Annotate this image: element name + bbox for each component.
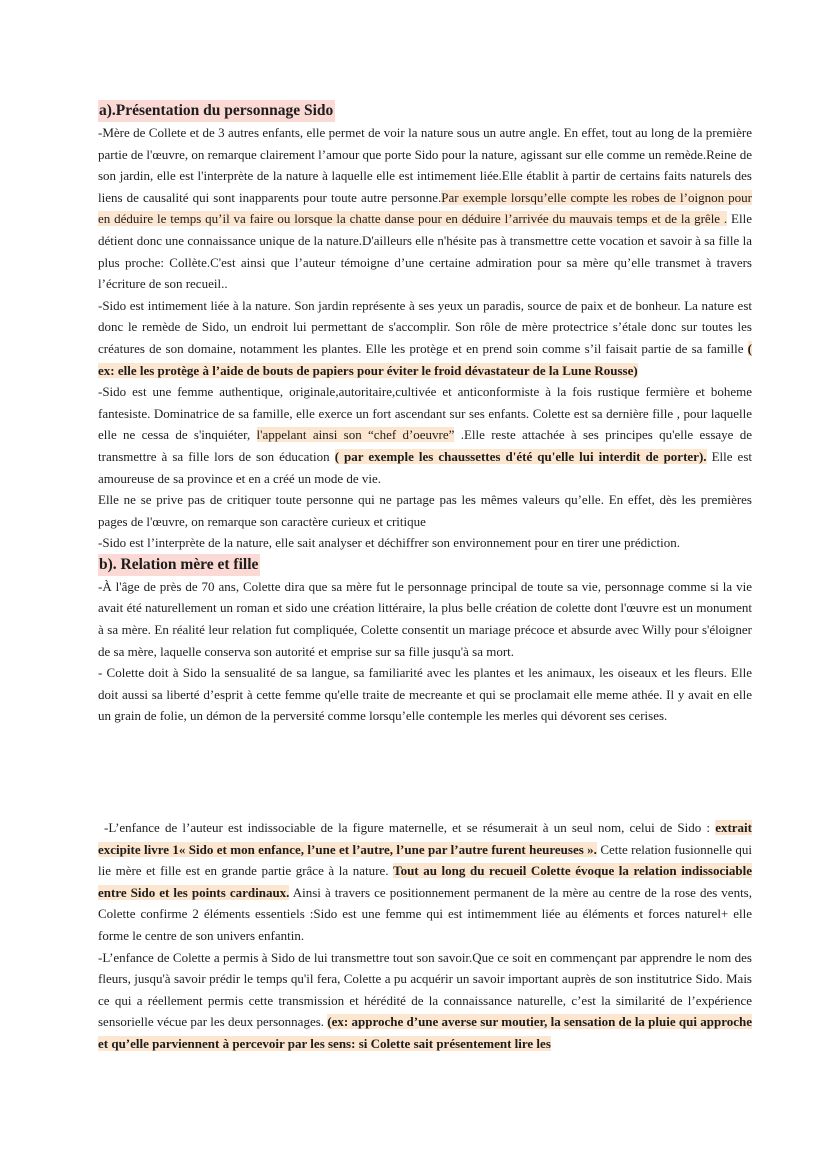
highlight-quote: l'appelant ainsi son “chef d’oeuvre” — [256, 427, 455, 443]
paragraph — [98, 122, 752, 295]
text-run: -Mère de Collete et de 3 autres enfants, elle permet de voir la nature sous un autre angle. En effet, tout au long de la première partie de l'œuvre, on remarque clairement l’amour que porte Sido pour la nature, agissant sur elle comme un remède.Reine de son jardin, elle est l'interprète de la nature à laquelle elle est intimement liée.Elle établit à partir de certains faits naturels des liens de causalité qui sont inapparents pour toute autre personne. — [98, 125, 752, 205]
text-run: Ainsi à travers ce positionnement permanent de la mère au centre de la rose des vents, Colette confirme 2 éléments essentiels :Sido est une femme qui est intimemment liée au éléments et forces naturel+ elle forme le centre de son univers enfantin. — [98, 884, 752, 943]
paragraph — [98, 381, 752, 489]
highlight-example: (ex: approche d’une averse sur moutier, la sensation de la pluie qui approche et qu’elle parviennent à percevoir par les sens: si Colette sait présentement lire les — [98, 1014, 752, 1051]
highlight-example: Tout au long du recueil Colette évoque la relation indissociable entre Sido et les points cardinaux. — [98, 863, 752, 900]
highlight-example: Par exemple lorsqu’elle compte les robes de l’oignon pour en déduire le temps qu’il va faire ou lorsque la chatte danse pour en déduire l’arrivée du mauvais temps et de la grêle . — [98, 189, 752, 227]
section-a-heading: a).Présentation du personnage Sido — [98, 100, 335, 122]
text-run: -L’enfance de l’auteur est indissociable de la figure maternelle, et se résumerait à un seul nom, celui de Sido : — [104, 820, 716, 836]
paragraph — [98, 817, 752, 947]
section-b-heading: b). Relation mère et fille — [98, 554, 260, 576]
text-run: Cette relation fusionnelle qui lie mère et fille est en grande partie grâce à la nature. — [98, 841, 753, 879]
paragraph: -À l'âge de près de 70 ans, Colette dira que sa mère fut le personnage principal de toute sa vie, personnage comme si la vie avait été naturellement un roman et sido une création littéraire, la plus belle création de colette dont l'œuvre est un monument à sa mère. En réalité leur relation fut compliquée, Colette consentit un mariage précoce et absurde avec Willy pour s'éloigner de sa mère, laquelle conserva son autorité et emprise sur sa fille jusqu'à sa mort. — [98, 578, 752, 659]
highlight-example: ( ex: elle les protège à l’aide de bouts de papiers pour éviter le froid dévastateur de la Lune Rousse) — [98, 340, 752, 378]
highlight-quote: extrait excipite livre 1« Sido et mon enfance, l’une et l’autre, l’une par l’autre furent heureuses ». — [98, 820, 752, 857]
paragraph — [98, 295, 752, 381]
section-a-body — [98, 122, 752, 554]
paragraph: - Colette doit à Sido la sensualité de sa langue, sa familiarité avec les plantes et les animaux, les oiseaux et les fleurs. Elle doit aussi sa liberté d’esprit à cette femme qu'elle traite de mecreante et qui se proclamait elle meme athée. Il y avait en elle un grain de folie, un démon de la perversité comme lorsqu’elle contemple les merles qui dévorent ses cerises. — [98, 665, 752, 724]
text-run: .Elle reste attachée à ses principes qu'elle essaye de transmettre à sa fille lors de son éducation — [98, 427, 752, 464]
lower-body — [98, 817, 752, 1055]
text-run: Elle détient donc une connaissance unique de la nature.D'ailleurs elle n'hésite pas à transmettre cette vocation et savoir à sa fille la plus proche: Collète.C'est ainsi que l’auteur témoigne d’une certaine admiration pour sa mère qu’elle transmet à travers l’écriture de son recueil.. — [98, 211, 752, 292]
highlight-example: ( par exemple les chaussettes d'été qu'elle lui interdit de porter). — [334, 448, 707, 464]
paragraph: -Sido est l’interprète de la nature, elle sait analyser et déchiffrer son environnement pour en tirer une prédiction. — [98, 535, 681, 551]
text-run: -Sido est une femme authentique, originale,autoritaire,cultivée et anticonformiste à la fois rustique fermière et boheme fantesiste. Dominatrice de sa famille, elle exerce un fort ascendant sur ses enfants. Colette est sa dernière fille , pour laquelle elle ne cessa de s'inquiéter, — [98, 384, 752, 443]
paragraph: Elle ne se prive pas de critiquer toute personne qui ne partage pas les mêmes valeurs qu’elle. En effet, dès les premières pages de l'œuvre, on remarque son caractère curieux et critique — [98, 492, 752, 529]
section-b-body — [98, 576, 752, 727]
paragraph — [98, 947, 752, 1055]
text-run: -L’enfance de Colette a permis à Sido de lui transmettre tout son savoir.Que ce soit en commençant par apprendre le nom des fleurs, jusqu'à savoir prédir le temps qu'il fera, Colette a pu acquérir un savoir important auprès de son institutrice Sido. Mais ce qui a réellement permis cette transmission et hérédité de la connaissance naturelle, c’est la similarité de l’expérience sensorielle vécue par les deux personnages. — [98, 949, 752, 1030]
text-run: -Sido est intimement liée à la nature. Son jardin représente à ses yeux un paradis, source de paix et de bonheur. La nature est donc le remède de Sido, un endroit lui permettant de s'accomplir. Son rôle de mère protectrice s’étale donc sur toutes les créatures de son domaine, notamment les plantes. Elle les protège et en prend soin comme s’il faisait partie de sa famille — [98, 297, 752, 356]
text-run: Elle est amoureuse de sa province et en a créé un mode de vie. — [98, 448, 752, 486]
